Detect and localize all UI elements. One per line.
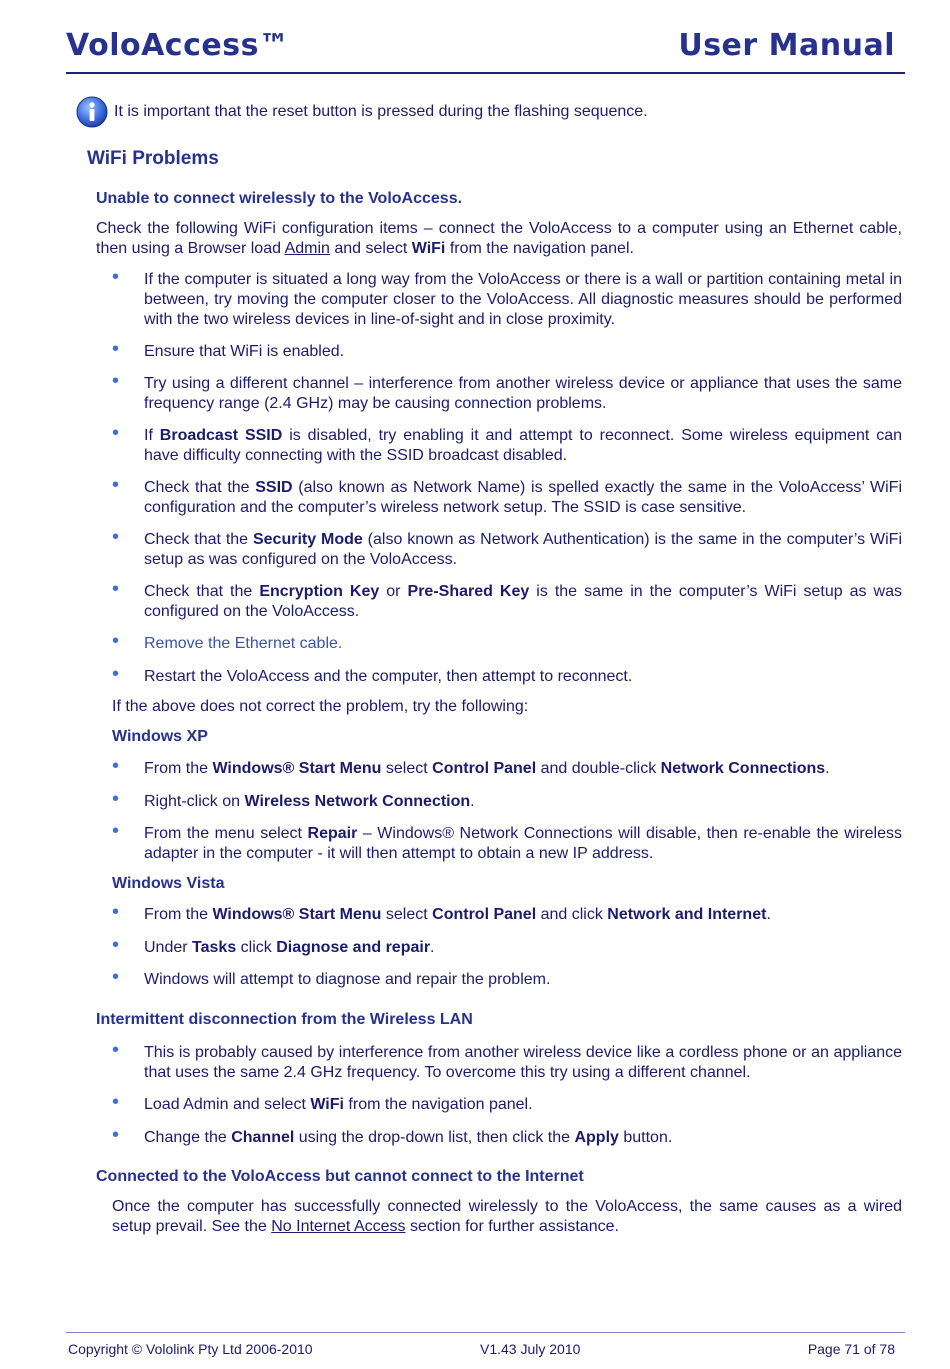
footer-version: V1.43 July 2010 xyxy=(480,1341,581,1357)
list-item: • From the menu select Repair – Windows® Network Connections will disable, then re-enable the wireless adapter in the computer - it will then attempt to obtain a new IP address. xyxy=(112,820,903,862)
page-footer xyxy=(66,1332,905,1365)
list-item: • Restart the VoloAccess and the computer, then attempt to reconnect. xyxy=(112,663,633,685)
page-header xyxy=(66,28,905,74)
windows-vista-title: Windows Vista xyxy=(112,875,225,892)
info-icon xyxy=(76,96,108,128)
list-item: • Try using a different channel – interference from another wireless device or appliance that uses the same frequency range (2.4 GHz) may be causing connection problems. xyxy=(112,370,902,412)
no-internet-access-link[interactable]: No Internet Access xyxy=(271,1218,406,1235)
list-item: • From the Windows® Start Menu select Control Panel and click Network and Internet. xyxy=(112,901,771,923)
footer-page-number: Page 71 of 78 xyxy=(807,1341,895,1357)
windows-xp-title: Windows XP xyxy=(112,728,208,745)
info-note xyxy=(76,94,648,130)
fallback-text: If the above does not correct the problem, try the following: xyxy=(112,698,529,715)
list-item: • Check that the Security Mode (also known as Network Authentication) is the same in the computer’s WiFi setup as was configured on the VoloAccess. xyxy=(112,526,903,568)
list-item: • Check that the SSID (also known as Network Name) is spelled exactly the same in the VoloAccess’ WiFi configuration and the computer’s wireless network setup. The SSID is case sensitive. xyxy=(112,474,902,516)
list-item: • Change the Channel using the drop-down list, then click the Apply button. xyxy=(112,1124,673,1146)
list-item: • Right-click on Wireless Network Connection. xyxy=(112,788,475,810)
list-item: • Windows will attempt to diagnose and repair the problem. xyxy=(112,966,551,988)
subsection-title-intermittent: Intermittent disconnection from the Wireless LAN xyxy=(96,1011,473,1028)
list-item: • From the Windows® Start Menu select Control Panel and double-click Network Connections. xyxy=(112,755,830,777)
list-item: • Ensure that WiFi is enabled. xyxy=(112,338,345,360)
list-item: • Check that the Encryption Key or Pre-Shared Key is the same in the computer’s WiFi setup as was configured on the VoloAccess. xyxy=(112,578,903,620)
info-note-text: It is important that the reset button is pressed during the flashing sequence. xyxy=(114,103,648,120)
header-brand: VoloAccess™ xyxy=(66,28,290,63)
header-title: User Manual xyxy=(678,28,895,63)
subsection-title-internet: Connected to the VoloAccess but cannot connect to the Internet xyxy=(96,1168,584,1185)
list-item: • If Broadcast SSID is disabled, try enabling it and attempt to reconnect. Some wireless equipment can have difficulty connecting with the SSID broadcast disabled. xyxy=(112,422,903,464)
footer-copyright: Copyright © Vololink Pty Ltd 2006-2010 xyxy=(68,1341,313,1357)
list-item: • If the computer is situated a long way from the VoloAccess or there is a wall or partition containing metal in between, try moving the computer closer to the VoloAccess. All diagnostic measures should be performed with the two wireless devices in line-of-sight and in close proximity. xyxy=(112,266,902,328)
list-item: • Under Tasks click Diagnose and repair. xyxy=(112,934,435,956)
internet-paragraph: Once the computer has successfully connected wirelessly to the VoloAccess, the same causes as a wired setup prevail. See the No Internet Access section for further assistance. xyxy=(112,1198,902,1235)
list-item: • This is probably caused by interference from another wireless device like a cordless phone or an appliance that uses the same 2.4 GHz frequency. To overcome this try using a different channel. xyxy=(112,1039,902,1081)
subsection-title-unable-connect: Unable to connect wirelessly to the VoloAccess. xyxy=(96,190,463,207)
list-item: • Load Admin and select WiFi from the navigation panel. xyxy=(112,1091,533,1113)
section-title: WiFi Problems xyxy=(87,148,219,169)
list-item: • Remove the Ethernet cable. xyxy=(112,630,343,652)
admin-link[interactable]: Admin xyxy=(284,240,330,257)
intro-paragraph: Check the following WiFi configuration items – connect the VoloAccess to a computer using an Ethernet cable, then using a Browser load Admin and select WiFi from the navigation panel. xyxy=(96,220,902,257)
